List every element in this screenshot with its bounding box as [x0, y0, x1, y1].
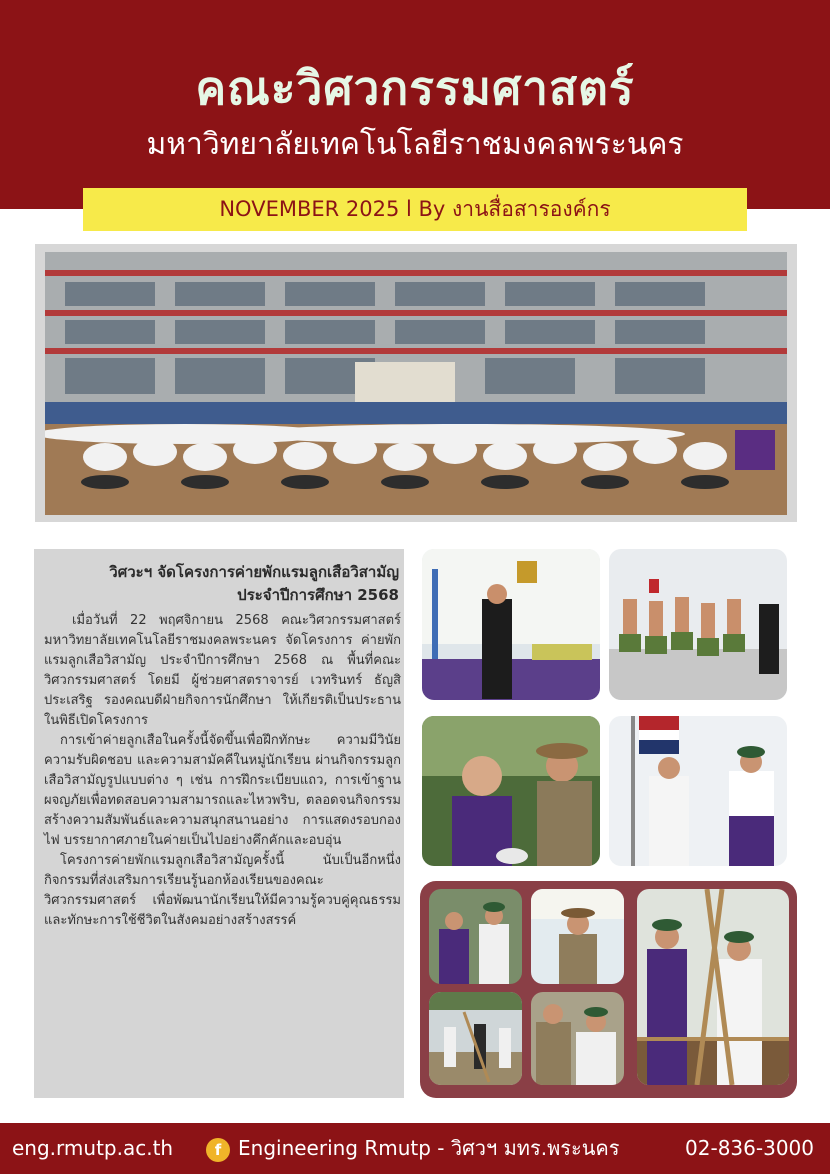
university-subtitle: มหาวิทยาลัยเทคโนโลยีราชมงคลพระนคร — [146, 127, 684, 162]
facebook-page-name: Engineering Rmutp - วิศวฯ มทร.พระนคร — [238, 1136, 620, 1160]
date-byline-bar: NOVEMBER 2025 l By งานสื่อสารองค์กร — [83, 188, 747, 231]
footer-bar — [0, 1123, 830, 1174]
collage-photo-speaker — [531, 889, 624, 984]
article-paragraph: การเข้าค่ายลูกเสือในครั้งนี้จัดขึ้นเพื่อฝึกทักษะ ความมีวินัย ความรับผิดชอบ และความสามัคคีในหมู่นักเรียน ผ่านกิจกรรมลูกเสือวิสามัญรูปแบบต่าง ๆ เช่น การฝึกระเบียบแถว, การเข้าฐานผจญภัยเพื่อทดสอบความสามารถและไหวพริบ, ตลอดจนกิจกรรมสร้างความสัมพันธ์และความสนุกสนานอย่าง การแสดงรอบกองไฟ บรรยากาศภายในค่ายเป็นไปอย่างคึกคักและอบอุ่น — [44, 733, 401, 848]
collage-photo-outdoor-base — [429, 992, 522, 1085]
faculty-title: คณะวิศวกรรมศาสตร์ — [195, 61, 635, 115]
collage-photo-bamboo-tower — [637, 889, 789, 1085]
photo-costume-performance — [609, 549, 787, 700]
collage-photo-instructor — [531, 992, 624, 1085]
facebook-link[interactable] — [206, 1135, 620, 1162]
article-paragraph: เมื่อวันที่ 22 พฤศจิกายน 2568 คณะวิศวกรรมศาสตร์ มหาวิทยาลัยเทคโนโลยีราชมงคลพระนคร จัดโครงการ ค่ายพักแรมลูกเสือวิสามัญ ประจำปีการศึกษา 2568 ณ พื้นที่คณะวิศวกรรมศาสตร์ โดยมี ผู้ช่วยศาสตราจารย์ เวทรินทร์ ธัญสิประเสริฐ รองคณบดีฝ่ายกิจการนักศึกษา ให้เกียรติเป็นประธานในพิธีเปิดโครงการ — [44, 613, 401, 728]
article-heading-line1: วิศวะฯ จัดโครงการค่ายพักแรมลูกเสือวิสามัญ — [109, 563, 399, 581]
header-banner — [0, 0, 830, 209]
photo-face-painting — [422, 716, 600, 866]
article-paragraph: โครงการค่ายพักแรมลูกเสือวิสามัญครั้งนี้ นับเป็นอีกหนึ่งกิจกรรมที่ส่งเสริมการเรียนรู้นอกห้องเรียนของคณะวิศวกรรมศาสตร์ เพื่อพัฒนานักเรียนให้มีความรู้ควบคู่คุณธรรมและทักษะการใช้ชีวิตในสังคมอย่างสร้างสรรค์ — [44, 853, 401, 928]
article-heading-line2: ประจำปีการศึกษา 2568 — [237, 586, 399, 604]
photo-opening-ceremony — [422, 549, 600, 700]
article-heading — [44, 561, 399, 607]
group-photo-hall — [45, 252, 787, 515]
website-link[interactable]: eng.rmutp.ac.th — [12, 1136, 174, 1160]
phone-number: 02-836-3000 — [685, 1136, 814, 1160]
article-body — [44, 611, 401, 931]
article-panel — [34, 549, 404, 1098]
facebook-icon: f — [206, 1138, 230, 1162]
photo-flag-raising — [609, 716, 787, 866]
collage-photo-scouts — [429, 889, 522, 984]
